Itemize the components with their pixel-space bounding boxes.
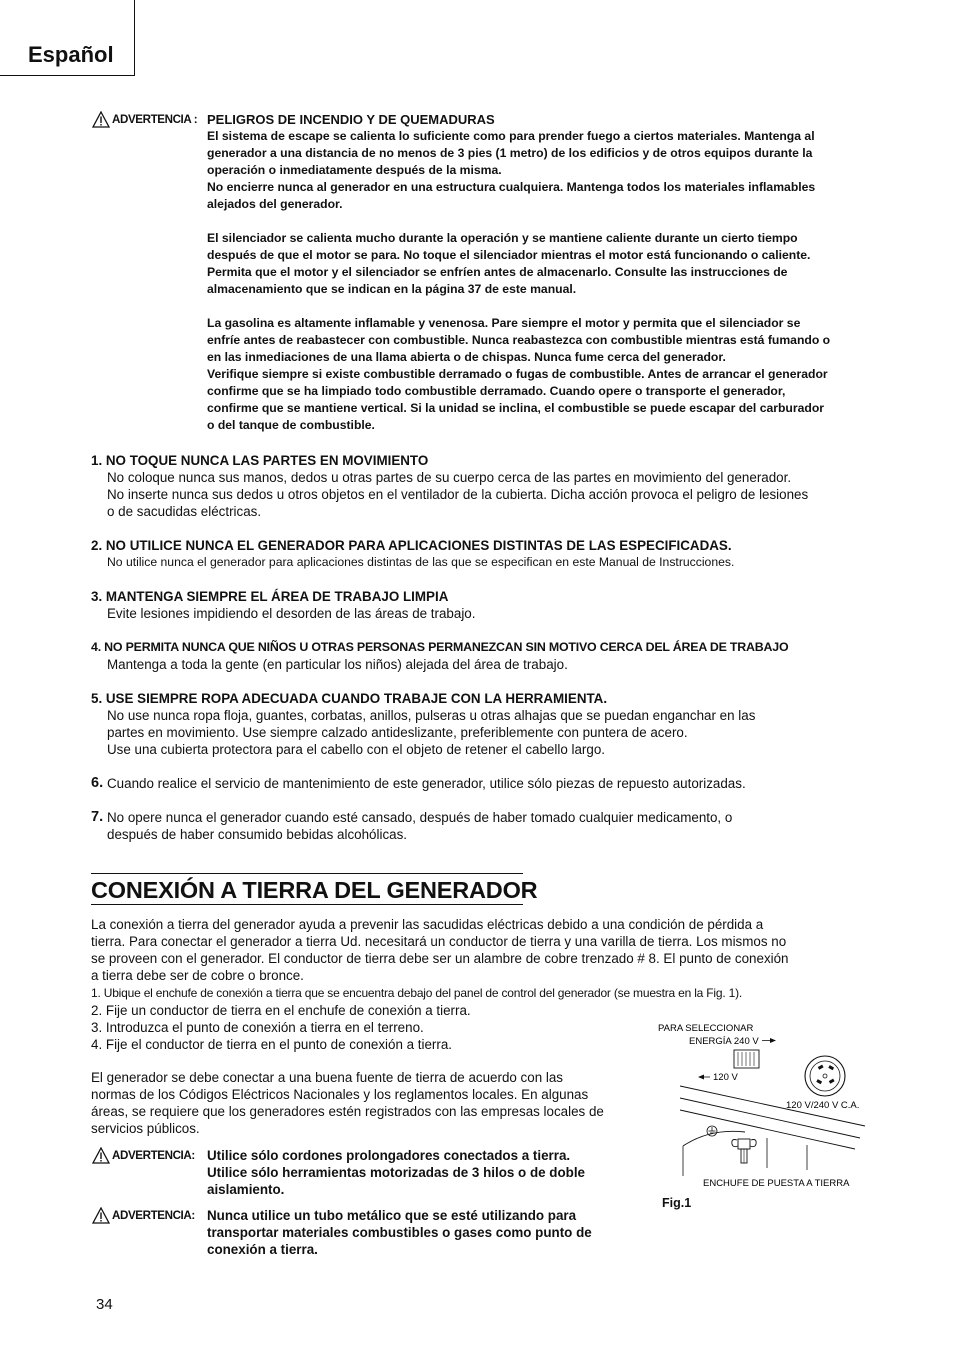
language-tab bbox=[0, 0, 135, 76]
warning-line: Verifique siempre si existe combustible derramado o fugas de combustible. Antes de arrancar el generador bbox=[207, 367, 828, 381]
rule-heading: 3. MANTENGA SIEMPRE EL ÁREA DE TRABAJO LIMPIA bbox=[91, 589, 449, 604]
figure-label-120-240v: 120 V/240 V C.A. bbox=[786, 1100, 860, 1111]
warning-line: alejados del generador. bbox=[207, 197, 343, 211]
section-underline bbox=[91, 904, 523, 905]
page-number: 34 bbox=[96, 1296, 113, 1313]
section-paragraph: El generador se debe conectar a una buena fuente de tierra de acuerdo con las normas de los Códigos Eléctricos Nacionales y los reglamentos locales. En algunas áreas, se requiere que los generadores estén registrados con las empresas locales de servicios públicos. bbox=[91, 1070, 604, 1136]
warning-line: Permita que el motor y el silenciador se enfríen antes de almacenarlo. Consulte las instrucciones de bbox=[207, 265, 788, 279]
warning-line: transportar materiales combustibles o gases como punto de bbox=[207, 1225, 592, 1240]
grounding-plug-wingnut-icon bbox=[732, 1139, 756, 1163]
list-item: 4. Fije el conductor de tierra en el punto de conexión a tierra. bbox=[91, 1037, 453, 1052]
twist-lock-receptacle-icon bbox=[805, 1056, 845, 1096]
warning-line: El sistema de escape se calienta lo suficiente como para prender fuego a ciertos materiales. Mantenga al bbox=[207, 129, 815, 143]
rule-line: No utilice nunca el generador para aplicaciones distintas de las que se especifican en este Manual de Instrucciones. bbox=[107, 555, 735, 569]
rule-heading: 5. USE SIEMPRE ROPA ADECUADA CUANDO TRABAJE CON LA HERRAMIENTA. bbox=[91, 691, 608, 706]
rule-line: No opere nunca el generador cuando esté cansado, después de haber tomado cualquier medicamento, o bbox=[107, 810, 733, 825]
rule-line: Use una cubierta protectora para el cabello con el objeto de retener el cabello largo. bbox=[107, 742, 605, 757]
section-intro: La conexión a tierra del generador ayuda a prevenir las sacudidas eléctricas debido a una condición de pérdida a tierra. Para conectar el generador a tierra Ud. necesitará un conductor de tierra y una varilla de tierra. Los mismos no se proveen con el generador. El conductor de tierra debe ser un alambre de cobre trenzado # 8. El punto de conexión a tierra debe ser de cobre o bronce. bbox=[91, 917, 789, 983]
voltage-selector-switch-icon bbox=[734, 1050, 759, 1068]
rule-line: Evite lesiones impidiendo el desorden de las áreas de trabajo. bbox=[107, 606, 476, 621]
warning-label: ADVERTENCIA: bbox=[112, 1149, 195, 1162]
rule-heading: 4. NO PERMITA NUNCA QUE NIÑOS U OTRAS PERSONAS PERMANEZCAN SIN MOTIVO CERCA DEL ÁREA DE TRABAJO bbox=[91, 640, 789, 654]
rule-1 bbox=[91, 452, 866, 520]
rule-6 bbox=[91, 775, 866, 792]
warning-title: PELIGROS DE INCENDIO Y DE QUEMADURAS bbox=[207, 112, 495, 127]
rule-2 bbox=[91, 537, 866, 571]
warning-triangle-icon bbox=[92, 111, 110, 128]
warning-line: enfríe antes de reabastecer con combustible. Nunca reabastezca con combustible mientras está fumando o bbox=[207, 333, 831, 347]
warning-line: aislamiento. bbox=[207, 1182, 285, 1197]
rule-line: No use nunca ropa floja, guantes, corbatas, anillos, pulseras u otras alhajas que se puedan enganchar en las bbox=[107, 708, 756, 723]
rule-4 bbox=[91, 639, 866, 673]
fire-burn-warning bbox=[92, 111, 867, 434]
ground-symbol-icon bbox=[707, 1126, 717, 1136]
warning-line: confirme que se mantiene vertical. Si la unidad se inclina, el combustible se puede escapar del carburador bbox=[207, 401, 825, 415]
rule-heading: 2. NO UTILICE NUNCA EL GENERADOR PARA APLICACIONES DISTINTAS DE LAS ESPECIFICADAS. bbox=[91, 538, 732, 553]
list-item: 1. Ubique el enchufe de conexión a tierra que se encuentra debajo del panel de control del generador (se muestra en la Fig. 1). bbox=[91, 986, 743, 1000]
warning-line: Nunca utilice un tubo metálico que se esté utilizando para bbox=[207, 1208, 577, 1223]
warning-line: confirme que se ha limpiado todo combustible derramado. Cuando opere o transporte el generador, bbox=[207, 384, 786, 398]
figure-label-select: PARA SELECCIONAR bbox=[658, 1023, 754, 1034]
rule-line: Cuando realice el servicio de mantenimiento de este generador, utilice sólo piezas de repuesto autorizadas. bbox=[107, 776, 746, 791]
warning-line: conexión a tierra. bbox=[207, 1242, 318, 1257]
list-item: 2. Fije un conductor de tierra en el enchufe de conexión a tierra. bbox=[91, 1003, 471, 1018]
figure-label-grounding-plug: ENCHUFE DE PUESTA A TIERRA bbox=[703, 1178, 850, 1189]
rule-number: 6. bbox=[91, 775, 104, 791]
warning-line: almacenamiento que se indican en la página 37 de este manual. bbox=[207, 282, 577, 296]
figure-1-diagram bbox=[655, 1018, 870, 1193]
warning-line: Utilice sólo cordones prolongadores conectados a tierra. bbox=[207, 1148, 571, 1163]
warning-triangle-icon bbox=[92, 1207, 110, 1224]
rule-3 bbox=[91, 588, 866, 622]
extension-cord-warning bbox=[92, 1147, 637, 1198]
rule-number: 7. bbox=[91, 809, 104, 825]
rule-line: Mantenga a toda la gente (en particular los niños) alejada del área de trabajo. bbox=[107, 657, 568, 672]
warning-line: en las inmediaciones de una llama abierta o de chispas. Nunca fume cerca del generador. bbox=[207, 350, 726, 364]
rule-line: No coloque nunca sus manos, dedos u otras partes de su cuerpo cerca de las partes en movimiento del generador. bbox=[107, 470, 792, 485]
warning-line: operación o inmediatamente después de la misma. bbox=[207, 163, 502, 177]
warning-triangle-icon bbox=[92, 1147, 110, 1164]
warning-line: El silenciador se calienta mucho durante la operación y se mantiene caliente durante un cierto tiempo bbox=[207, 231, 798, 245]
rule-line: partes en movimiento. Use siempre calzado antideslizante, preferiblemente con puntera de acero. bbox=[107, 725, 688, 740]
figure-caption: Fig.1 bbox=[662, 1196, 692, 1210]
warning-line: generador a una distancia de no menos de 3 pies (1 metro) de los edificios y de otros equipos durante la bbox=[207, 146, 813, 160]
rule-heading: 1. NO TOQUE NUNCA LAS PARTES EN MOVIMIENTO bbox=[91, 453, 429, 468]
rule-line: o de sacudidas eléctricas. bbox=[107, 504, 262, 519]
metal-pipe-warning bbox=[92, 1207, 637, 1258]
warning-label: ADVERTENCIA : bbox=[92, 111, 206, 128]
warning-line: Utilice sólo herramientas motorizadas de 3 hilos o de doble bbox=[207, 1165, 586, 1180]
rule-line: No inserte nunca sus dedos u otros objetos en el ventilador de la cubierta. Dicha acción provoca el peligro de lesiones bbox=[107, 487, 809, 502]
warning-line: después de que el motor se para. No toque el silenciador mientras el motor está funcionando o caliente. bbox=[207, 248, 811, 262]
warning-label: ADVERTENCIA: bbox=[112, 1209, 195, 1222]
figure-label-120v: 120 V bbox=[713, 1072, 738, 1083]
section-top-rule bbox=[91, 873, 523, 874]
warning-line: La gasolina es altamente inflamable y venenosa. Pare siempre el motor y permita que el silenciador se bbox=[207, 316, 801, 330]
section-title: CONEXIÓN A TIERRA DEL GENERADOR bbox=[91, 877, 538, 903]
rule-7 bbox=[91, 809, 866, 843]
warning-line: o del tanque de combustible. bbox=[207, 418, 375, 432]
figure-label-energy: ENERGÍA 240 V bbox=[689, 1036, 759, 1047]
rule-5 bbox=[91, 690, 866, 758]
rule-line: después de haber consumido bebidas alcohólicas. bbox=[107, 827, 408, 842]
warning-line: No encierre nunca al generador en una estructura cualquiera. Mantenga todos los materiales inflamables bbox=[207, 180, 816, 194]
language-label: Español bbox=[28, 42, 114, 67]
list-item: 3. Introduzca el punto de conexión a tierra en el terreno. bbox=[91, 1020, 424, 1035]
arrow-head bbox=[770, 1038, 776, 1043]
